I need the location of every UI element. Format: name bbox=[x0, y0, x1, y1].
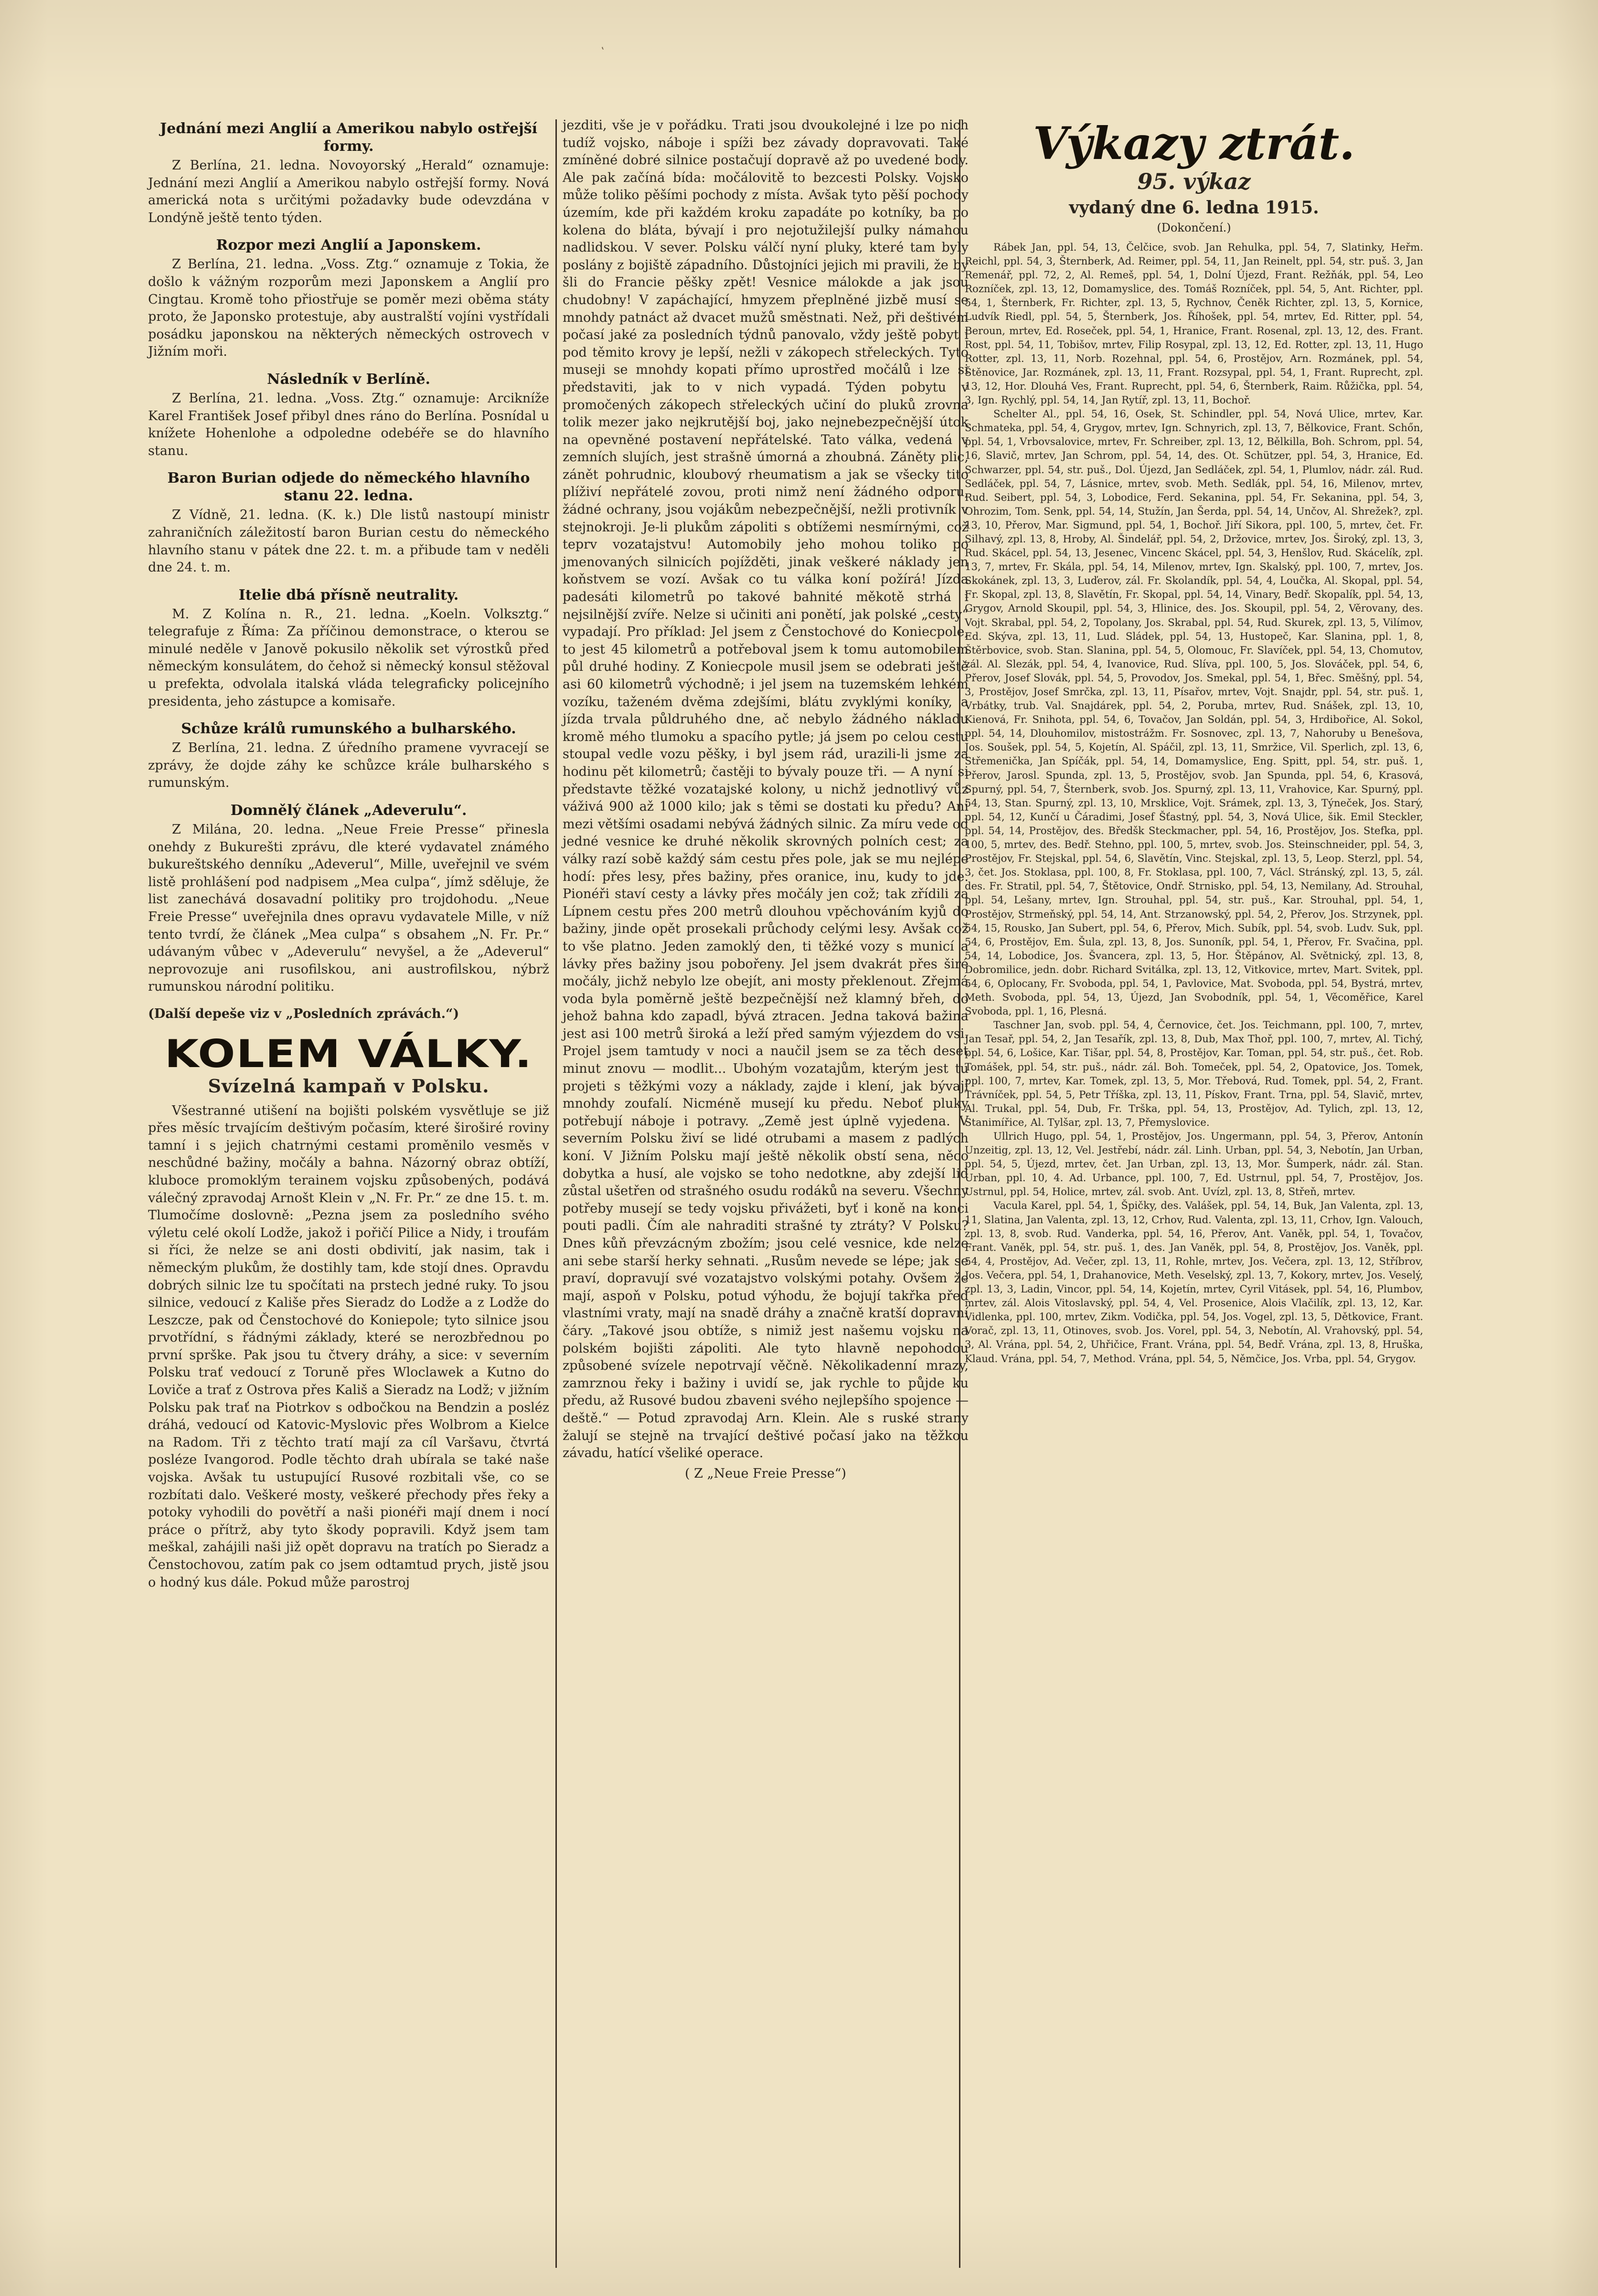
headline: Domnělý článek „Adeverulu“. bbox=[230, 802, 467, 819]
news-item bbox=[148, 802, 549, 996]
casualty-list: Rábek Jan, ppl. 54, 13, Čelčice, svob. Jan Rehulka, ppl. 54, 7, Slatinky, Heřm. Reichl, ppl. 54, 3, Šternberk, Ad. Reimer, ppl. 54, 11, Jan Reinelt, ppl. 54, str. puš. 3, Jan Remenář, ppl. 72, 2, Al. Remeš, ppl. 54, 1, Dolní Újezd, Frant. Režňák, ppl. 54, Leo Rozníček, zpl. 13, 12, Domamyslice, des. Tomáš Rozníček, ppl. 54, 5, Ant. Richter, ppl. 54, 1, Šternberk, Fr. Richter, zpl. 13, 5, Rychnov, Čeněk Richter, zpl. 13, 5, Kornice, Ludvík Riedl, ppl. 54, 5, Šternberk, Jos. Říhošek, ppl. 54, mrtev, Ed. Ritter, ppl. 54, Beroun, mrtev, Ed. Roseček, ppl. 54, 1, Hranice, Frant. Rosenal, zpl. 13, 12, des. Frant. Rost, ppl. 54, 11, Tobišov, mrtev, Filip Rosypal, zpl. 13, 12, Ed. Rotter, zpl. 13, 11, Hugo Rotter, zpl. 13, 11, Norb. Rozehnal, ppl. 54, 6, Prostějov, Arn. Rozmánek, ppl. 54, Štěnovice, Jar. Rozmánek, zpl. 13, 11, Frant. Rozsypal, ppl. 54, 1, Frant. Ruprecht, zpl. 13, 12, Hor. Dlouhá Ves, Frant. Ruprecht, ppl. 54, 6, Šternberk, Raim. Růžička, ppl. 54, 3, Ign. Rychlý, ppl. 54, 14, Jan Rytíř, zpl. 13, 11, Bochoř. bbox=[965, 241, 1423, 406]
news-item bbox=[148, 720, 549, 792]
headline: Jednání mezi Anglií a Amerikou nabylo ostřejší formy. bbox=[160, 120, 538, 155]
section-banner: KOLEM VÁLKY. bbox=[164, 1031, 533, 1076]
news-item bbox=[148, 586, 549, 711]
headline: Itelie dbá přísně neutrality. bbox=[238, 586, 459, 603]
article-text: (Další depeše viz v „Posledních zprávách.“) bbox=[148, 1006, 459, 1021]
report-number: 95. výkaz bbox=[1137, 169, 1251, 194]
article-text: jezditi, vše je v pořádku. Trati jsou dvoukolejné i lze po nich tudíž vojsko, náboje i spíži bez závady dopravovati. Také zmíněné dobré silnice postačují dopravě až po uvedené body. Ale pak začíná bída: močálovitě to bezcesti Polsky. Vojsko může toliko pěšími pochody z místa. Avšak tyto pěší pochody územím, kde při každém kroku zapadáte po kotníky, ba po kolena do bláta, bývají i pro nejotužilejší pulky námahou nadlidskou. V sever. Polsku válčí nyní pluky, které tam byly poslány z bojiště západního. Důstojníci jejich mi pravili, že by šli do Francie pěšky zpět! Vesnice málokde a jak jsou chudobny! V zapáchající, hmyzem přeplněné jizbě musí se mnohdy patnáct až dvacet mužů směstnati. Než, při deštivém počasí jaké za posledních týdnů panovalo, vždy ještě pobyt i pod těmito krovy je lepší, nežli v zákopech střeleckých. Tyto museji se mnohdy kopati přímo uprostřed močálů i lze si představiti, jak to v nich vypadá. Týden pobytu v promočených zákopech střeleckých učiní do pluků zrovna tolik mezer jako nejkrutější boj, jako nejnebezpečnější útok na opevněné postavení nepřátelské. Tato válka, vedená v zemních slujích, jest strašně úmorná a zhoubná. Záněty plic, zánět pohrudnic, kloubový rheumatism a jak se všecky tito plíživí nepřátelé zovou, proti nimž není žádného odporu, žádné ochrany, jsou vojákům nebezpečnější, nežli protivník v stejnokroji. Je-li plukům zápoliti s obtížemi nesmírnými, což teprv vozatajstvu! Automobily jeho mohou toliko po jmenovaných silnicích pojížděti, jinak veškeré náklady jen koňstvem se vozí. Avšak co tu válka koní požírá! Jízda padesáti kilometrů po takové bahnité měkotě strhá i nejsilnější zvíře. Nelze si učiniti ani ponětí, jak polské „cesty“ vypadají. Pro příklad: Jel jsem z Čenstochové do Koniecpole, to jest 45 kilometrů a potřeboval jsem k tomu automobilem půl druhé hodiny. Z Koniecpole musil jsem se odebrati ještě asi 60 kilometrů východně; i jel jsem na tuzemském lehkém vozíku, taženém dvěma zdejšími, blátu zvyklými koníky, a jízda trvala půldruhého dne, ač nebylo žádného nákladu kromě mého tlumoku a spacího pytle; já jsem po celou cestu stoupal vedle vozu pěšky, i byl jsem rád, urazili-li jsme za hodinu pět kilometrů; častěji to bývaly pouze tři. — A nyní si představte těžké vozatajské kolony, u nichž jednotlivý vůz váživá 900 až 1000 kilo; jak s těmi se dostati ku předu? Ani mezi většími osadami nebývá žádných silnic. Za míru vede od jedné vesnice ke druhé několik skrovných polních cest; za války razí sobě každý sám cestu přes pole, jak se mu nejlépe hodí: přes lesy, přes bažiny, přes oranice, inu, kudy to jde. Pionéři staví cesty a lávky přes močály jen což; tak zřídili za Lípnem cestu přes 200 metrů dlouhou vpěchováním kyjů do bažiny, jinde opět prosekali průchody celými lesy. Avšak což to vše platno. Jeden zamoklý den, ti těžké vozy s municí a lávky přes bažiny jsou pobořeny. Jel jsem dvakrát přes širé močály, jichž nebylo lze obejít, ani mosty překlenout. Zřejmá voda byla poměrně ještě bezpečnější než klamný břeh, do jehož bahna kdo zapadl, bývá ztracen. Jedna taková bažina jest asi 100 metrů široká a leží před samým výjezdem do vsi. Projel jsem tamtudy v noci a naučil jsem se za těch deset minut znovu — modlit... Ubohým vozatajům, kterým jest tu projeti s těžkými vozy a náklady, zajde i klení, jak bývají mnohdy zoufalí. Nicméně musejí ku předu. Neboť pluky potřebují náboje i potravy. „Země jest úplně vyjedena. V severním Polsku živí se lidé otrubami a masem z padlých koní. V Jižním Polsku mají ještě několik obstí sena, něco dobytka a husí, ale vojsko se toho nedotkne, aby zdejší lid zůstal ušetřen od strašného osudu rodáků na severu. Všechny potřeby musejí se tedy vojsku přivážeti, byť i koně na konci pouti padli. Čím ale nahraditi strašné ty ztráty? V Polsku? Dnes kůň převzácným zbožím; jsou celé vesnice, kde nelze ani sebe starší herky sehnati. „Rusům nevede se lépe; jak se praví, dopravují své vozatajstvo volskými potahy. Ovšem že mají, aspoň v Polsku, potud výhodu, že bojují takřka před vlastními vraty, mají na snadě dráhy a značně kratší dopravní čáry. „Takové jsou obtíže, s nimiž jest našemu vojsku na polském bojišti zápoliti. Ale tyto hlavně nepohodou způsobené svízele nepotrvají věčně. Několikadenní mrazy, zamrznou řeky i bažiny i uvidí se, jak rychle to půjde ku předu, až Rusové budou zbaveni svého nejlepšího spojence — deště.“ — Potud zpravodaj Arn. Klein. Ale s ruské strany žalují se stejně na trvající deštivé počasí jako na těžkou závadu, hatící všeliké operace. bbox=[563, 118, 969, 1461]
article-text: Z Berlína, 21. ledna. Novoyorský „Herald“ oznamuje: Jednání mezi Anglií a Amerikou nabylo ostřejší formy. Nová americká nota s určitými požadavky bude odevzdána v Londýně ještě tento týden. bbox=[148, 158, 549, 225]
article-text: Z Berlína, 21. ledna. Z úředního pramene vyvracejí se zprávy, že dojde záhy ke schůzce krále bulharského s rumunským. bbox=[148, 741, 549, 791]
page-title: Výkazy ztrát. bbox=[1033, 117, 1355, 170]
article-text: Z Milána, 20. ledna. „Neue Freie Presse“ přinesla onehdy z Bukurešti zprávu, dle které vydavatel známého bukureštského denníku „Adeverul“, Mille, uveřejnil ve svém listě prohlášení pod nadpisem „Mea culpa“, jímž sděluje, že list zanechává dosavadní politiky pro trojdohodu. „Neue Freie Presse“ uveřejnila dnes opravu vydavatele Mille, v níž tento tvrdí, že článek „Mea culpa“ s obsahem „N. Fr. Pr.“ udávaným vůbec v „Adeverulu“ nevyšel, a že „Adeverul“ neprovozuje ani rusofilskou, ani austrofilskou, nýbrž rumunskou národní politiku. bbox=[148, 822, 549, 995]
column-rule bbox=[555, 119, 557, 2268]
news-item bbox=[148, 1005, 549, 1023]
left-column bbox=[148, 117, 549, 1591]
casualty-list: Vacula Karel, ppl. 54, 1, Špičky, des. Valášek, ppl. 54, 14, Buk, Jan Valenta, zpl. 13, 11, Slatina, Jan Valenta, zpl. 13, 12, Crhov, Rud. Valenta, zpl. 13, 11, Crhov, Ign. Valouch, zpl. 13, 8, svob. Rud. Vanderka, ppl. 54, 16, Přerov, Ant. Vaněk, ppl. 54, 1, Tovačov, Frant. Vaněk, ppl. 54, str. puš. 1, des. Jan Vaněk, ppl. 54, 8, Prostějov, Jos. Vaněk, ppl. 54, 4, Prostějov, Ad. Večer, zpl. 13, 11, Rohle, mrtev, Jos. Večera, zpl. 13, 12, Stříbrov, Jos. Večera, ppl. 54, 1, Drahanovice, Meth. Veselský, zpl. 13, 7, Kokory, mrtev, Jos. Veselý, zpl. 13, 3, Ladin, Vincor, ppl. 54, 14, Kojetín, mrtev, Cyril Vitásek, ppl. 54, 16, Plumbov, mrtev, zál. Alois Vitoslavský, ppl. 54, 4, Vel. Prosenice, Alois Vlačilík, zpl. 13, 12, Kar. Vidlenka, ppl. 100, mrtev, Zikm. Vodička, ppl. 54, Jos. Vogel, zpl. 13, 5, Dětkovice, Frant. Vorač, zpl. 13, 11, Otinoves, svob. Jos. Vorel, ppl. 54, 3, Nebotín, Al. Vrahovský, ppl. 54, 3, Al. Vrána, ppl. 54, 2, Uhřičice, Frant. Vrána, ppl. 54, Bedř. Vrána, zpl. 13, 8, Hruška, Klaud. Vrána, ppl. 54, 7, Method. Vrána, ppl. 54, 5, Němčice, Jos. Vrba, ppl. 54, Grygov. bbox=[965, 1199, 1423, 1365]
headline: Následník v Berlíně. bbox=[267, 370, 430, 388]
article-text: Z Berlína, 21. ledna. „Voss. Ztg.“ oznamuje: Arcikníže Karel František Josef přibyl dnes ráno do Berlína. Posnídal u knížete Hohenlohe a odpoledne odebéře se do hlavního stanu. bbox=[148, 391, 549, 458]
headline: Rozpor mezi Anglií a Japonskem. bbox=[216, 237, 481, 254]
headline: Baron Burian odjede do německého hlavního stanu 22. ledna. bbox=[167, 470, 530, 505]
scratch-mark: ʽ bbox=[601, 46, 604, 58]
middle-column bbox=[563, 117, 969, 1482]
article-text: Z Vídně, 21. ledna. (K. k.) Dle listů nastoupí ministr zahraničních záležitostí baron Burian cestu do německého hlavního stanu v pátek dne 22. t. m. a přibude tam v neděli dne 24. t. m. bbox=[148, 508, 549, 575]
news-item bbox=[148, 370, 549, 460]
section-subtitle: Svízelná kampaň v Polsku. bbox=[208, 1075, 490, 1097]
article-text: Všestranné utišení na bojišti polském vysvětluje se již přes měsíc trvajícím deštivým počasím, které široširé roviny tamní i s jejich chatrnými cestami proměnilo vesměs v neschůdné bažiny, močály a bahna. Názorný obraz obtíží, kluboce promoklým terainem vojsku způsobených, podává válečný zpravodaj Arnošt Klein v „N. Fr. Pr.“ ze dne 15. t. m. Tlumočíme doslovně: „Pezna jsem za posledního svého výletu celé okolí Lodže, jakož i pořičí Pilice a Nidy, i troufám si říci, že nelze se ani dosti obdivití, jak nasim, tak i německým plukům, že dostihly tam, kde stojí dnes. Opravdu dobrých silnic lze tu spočítati na prstech jedné ruky. To jsou silnice, vedoucí z Kališe přes Sieradz do Lodže a z Lodže do Leszcze, pak od Čenstochové do Koniepole; tyto silnice jsou prvotřídní, s řádnými základy, které se nerozbřednou po první sprške. Pak jsou tu čtvery dráhy, a sice: v severním Polsku trať vedoucí z Toruně přes Wloclawek a Kutno do Loviče a trať z Ostrova přes Kališ a Sieradz na Lodž; v jižním Polsku pak trať na Piotrkov s odbočkou na Bendzin a posléz dráhá, vedoucí od Katovic-Myslovic přes Wolbrom a Kielce na Radom. Tři z těchto tratí mají za cíl Varšavu, čtvrtá posléze Ivangorod. Podle těchto drah ubírala se také naše vojska. Avšak tu ustupující Rusové rozbitali vše, co se rozbítati dalo. Veškeré mosty, veškeré přechody přes řeky a potoky vyhodili do povětří a naši pionéři mají dnem i nocí práce o přítrž, aby tyto škody popravili. Když jsem tam meškal, zahájili naši již opět dopravu na tratích po Sieradz a Čenstochovou, zatím pak co jsem odtamtud prych, jistě jsou o hodný kus dále. Pokud může parostroj bbox=[148, 1103, 549, 1590]
casualty-list: Ullrich Hugo, ppl. 54, 1, Prostějov, Jos. Ungermann, ppl. 54, 3, Přerov, Antonín Unzeitig, zpl. 13, 12, Vel. Jestřebí, nádr. zál. Linh. Urban, ppl. 54, 3, Nebotín, Jan Urban, ppl. 54, 5, Újezd, mrtev, čet. Jan Urban, zpl. 13, 13, Mor. Šumperk, nádr. zál. Stan. Urban, ppl. 10, 4. Ad. Urbance, ppl. 100, 7, Ed. Ustrnul, ppl. 54, 7, Prostějov, Jos. Ustrnul, ppl. 54, Holice, mrtev, zál. svob. Ant. Uvízl, zpl. 13, 8, Střeň, mrtev. bbox=[965, 1130, 1423, 1198]
headline: Schůze králů rumunského a bulharského. bbox=[181, 720, 516, 738]
continued-note: (Dokončení.) bbox=[1157, 221, 1231, 234]
casualty-list: Schelter Al., ppl. 54, 16, Osek, St. Schindler, ppl. 54, Nová Ulice, mrtev, Kar. Schmateka, ppl. 54, 4, Grygov, mrtev, Ign. Schnyrich, zpl. 13, 7, Bělkovice, Frant. Schőn, ppl. 54, 1, Vrbovsalovice, mrtev, Fr. Schreiber, zpl. 13, 12, Bělkilla, Boh. Schrom, ppl. 54, 16, Slavič, mrtev, Jan Schrom, ppl. 54, 14, des. Ot. Schützer, ppl. 54, 3, Hranice, Ed. Schwarzer, ppl. 54, str. puš., Dol. Újezd, Jan Sedláček, zpl. 54, 1, Plumlov, nádr. zál. Rud. Sedláček, ppl. 54, 7, Lásnice, mrtev, svob. Meth. Sedlák, ppl. 54, 16, Milenov, mrtev, Rud. Seibert, ppl. 54, 3, Lobodice, Ferd. Sekanina, ppl. 54, Fr. Sekanina, ppl. 54, 3, Ohrozim, Tom. Senk, ppl. 54, 14, Stužín, Jan Šerda, ppl. 54, 14, Unčov, Al. Shrežek?, zpl. 13, 10, Přerov, Mar. Sigmund, ppl. 54, 1, Bochoř. Jiří Sikora, ppl. 100, 5, mrtev, čet. Fr. Silhavý, zpl. 13, 8, Hroby, Al. Šindelář, ppl. 54, 2, Držovice, mrtev, Jos. Široký, zpl. 13, 3, Rud. Skácel, ppl. 54, 13, Jesenec, Vincenc Skácel, ppl. 54, 3, Henšlov, Rud. Skácelík, zpl. 13, 7, mrtev, Fr. Skála, ppl. 54, 14, Milenov, mrtev, Ign. Skalský, ppl. 100, 7, mrtev, Jos. Skokánek, zpl. 13, 3, Luďerov, zál. Fr. Skolandík, ppl. 54, 4, Loučka, Al. Skopal, ppl. 54, Fr. Skopal, zpl. 13, 8, Slavětín, Fr. Skopal, ppl. 54, 14, Vinary, Bedř. Skopalík, ppl. 54, 13, Grygov, Arnold Skoupil, ppl. 54, 3, Hlinice, des. Jos. Skoupil, ppl. 54, 2, Věrovany, des. Vojt. Skrabal, ppl. 54, 2, Topolany, Jos. Skrabal, ppl. 54, Rud. Skurek, zpl. 13, 5, Vilímov, Ed. Skýva, zpl. 13, 11, Lud. Sládek, ppl. 54, 13, Hustopeč, Kar. Slanina, ppl. 1, 8, Štěrbovice, svob. Stan. Slanina, ppl. 54, 5, Olomouc, Fr. Slavíček, ppl. 54, 13, Chomutov, zál. Al. Slezák, ppl. 54, 4, Ivanovice, Rud. Slíva, ppl. 100, 5, Jos. Slováček, ppl. 54, 6, Přerov, Josef Slovák, ppl. 54, 5, Provodov, Jos. Smekal, ppl. 54, 1, Břec. Směšný, ppl. 54, 3, Prostějov, Josef Smrčka, zpl. 13, 11, Písařov, mrtev, Vojt. Snajdr, ppl. 54, str. puš. 1, Vrbátky, trub. Val. Snajdárek, ppl. 54, 2, Poruba, mrtev, Rud. Snášek, zpl. 13, 10, Kienová, Fr. Snihota, ppl. 54, 6, Tovačov, Jan Soldán, ppl. 54, 3, Hrdibořice, Al. Sokol, ppl. 54, 14, Dlouhomilov, mistostrážm. Fr. Sosnovec, zpl. 13, 7, Nahoruby u Benešova, Jos. Soušek, ppl. 54, 5, Kojetín, Al. Spáčil, zpl. 13, 11, Smržice, Vil. Sperlich, zpl. 13, 6, Střemenička, Jan Spíčák, ppl. 54, 14, Domamyslice, Eng. Spitt, ppl. 54, str. puš. 1, Přerov, Jarosl. Spunda, zpl. 13, 5, Prostějov, svob. Jan Spunda, ppl. 54, 6, Krasová, Spurný, ppl. 54, 7, Šternberk, svob. Jos. Spurný, zpl. 13, 11, Vrahovice, Kar. Spurný, ppl. 54, 13, Stan. Spurný, zpl. 13, 10, Mrsklice, Vojt. Srámek, zpl. 13, 3, Týneček, Jos. Starý, ppl. 54, 12, Kunčí u Čáradimi, Josef Šťastný, ppl. 54, 3, Nová Ulice, šik. Emil Steckler, ppl. 54, 14, Prostějov, des. Bředšk Steckmacher, ppl. 54, 16, Prostějov, Jos. Stefka, ppl. 100, 5, mrtev, des. Bedř. Stehno, ppl. 100, 5, mrtev, svob. Jos. Steinschneider, ppl. 54, 3, Prostějov, Fr. Stejskal, ppl. 54, 6, Slavětín, Vinc. Stejskal, zpl. 13, 5, Leop. Sterzl, ppl. 54, 3, čet. Jos. Stoklasa, ppl. 100, 8, Fr. Stoklasa, ppl. 100, 7, Václ. Stránský, zpl. 13, 5, zál. des. Fr. Stratil, ppl. 54, 7, Štětovice, Ondř. Strnisko, ppl. 54, 13, Nemilany, Ad. Strouhal, ppl. 54, Lešany, mrtev, Ign. Strouhal, ppl. 54, str. puš., Kar. Strouhal, ppl. 54, 1, Prostějov, Strmeňský, ppl. 54, 14, Ant. Strzanowský, ppl. 54, 2, Přerov, Jos. Strzynek, ppl. 54, 15, Rousko, Jan Subert, ppl. 54, 6, Přerov, Mich. Subík, ppl. 54, svob. Ludv. Suk, ppl. 54, 6, Prostějov, Em. Šula, zpl. 13, 8, Jos. Sunoník, ppl. 54, 1, Přerov, Fr. Svačina, ppl. 54, 14, Lobodice, Jos. Švancera, zpl. 13, 5, Hor. Štěpánov, Al. Světnický, zpl. 13, 8, Dobromilice, jedn. dobr. Richard Svitálka, zpl. 13, 12, Vitkovice, mrtev, Mart. Svitek, ppl. 54, 6, Oplocany, Fr. Svoboda, ppl. 54, 1, Pavlovice, Mat. Svoboda, ppl. 54, Bystrá, mrtev, Meth. Svoboda, ppl. 54, 13, Újezd, Jan Svobodník, ppl. 54, 1, Věcoměřice, Karel Svoboda, ppl. 1, 16, Plesná. bbox=[965, 408, 1423, 1017]
news-item bbox=[148, 236, 549, 361]
article-signature: ( Z „Neue Freie Presse“) bbox=[685, 1466, 846, 1481]
right-column bbox=[965, 117, 1423, 1365]
news-item bbox=[148, 120, 549, 227]
article-text: Z Berlína, 21. ledna. „Voss. Ztg.“ oznamuje z Tokia, že došlo k vážným rozporům mezi Japonskem a Anglií pro Cingtau. Kromě toho přiostřuje se poměr mezi oběma státy proto, že Japonsko protestuje, aby australští vojíni vystřídali posádku japonskou na některých německých ostrovech v Jižním moři. bbox=[148, 257, 549, 360]
article-text: M. Z Kolína n. R., 21. ledna. „Koeln. Volksztg.“ telegrafuje z Říma: Za příčinou demonstrace, o kterou se minulé neděle v Janově pokusilo několik set výrostků před německým konsulátem, do čehož si německý konsul stěžoval u prefekta, odvolala italská vláda telegraficky policejního presidenta, jeho zástupce a komisaře. bbox=[148, 606, 549, 709]
casualty-list: Taschner Jan, svob. ppl. 54, 4, Černovice, čet. Jos. Teichmann, ppl. 100, 7, mrtev, Jan Tesař, ppl. 54, 2, Jan Tesařík, zpl. 13, 8, Dub, Max Thoř, ppl. 100, 7, mrtev, Al. Tichý, ppl. 54, 6, Lošice, Kar. Tišar, ppl. 54, 8, Prostějov, Kar. Toman, ppl. 54, str. puš., čet. Rob. Tomášek, ppl. 54, str. puš., nádr. zál. Boh. Tomeček, ppl. 54, 2, Opatovice, Jos. Tomek, ppl. 100, 7, mrtev, Kar. Tomek, zpl. 13, 5, Mor. Třebová, Rud. Tomek, ppl. 54, 2, Frant. Trávníček, ppl. 54, 5, Petr Tříška, zpl. 13, 11, Pískov, Frant. Trna, ppl. 54, Slavič, mrtev, Al. Trukal, ppl. 54, Dub, Fr. Trška, ppl. 54, 13, Prostějov, Ad. Tylich, zpl. 13, 12, Stanimířice, Al. Tylšar, zpl. 13, 7, Přemyslovice. bbox=[965, 1019, 1423, 1128]
news-item bbox=[148, 469, 549, 576]
report-date: vydaný dne 6. ledna 1915. bbox=[1069, 198, 1319, 218]
